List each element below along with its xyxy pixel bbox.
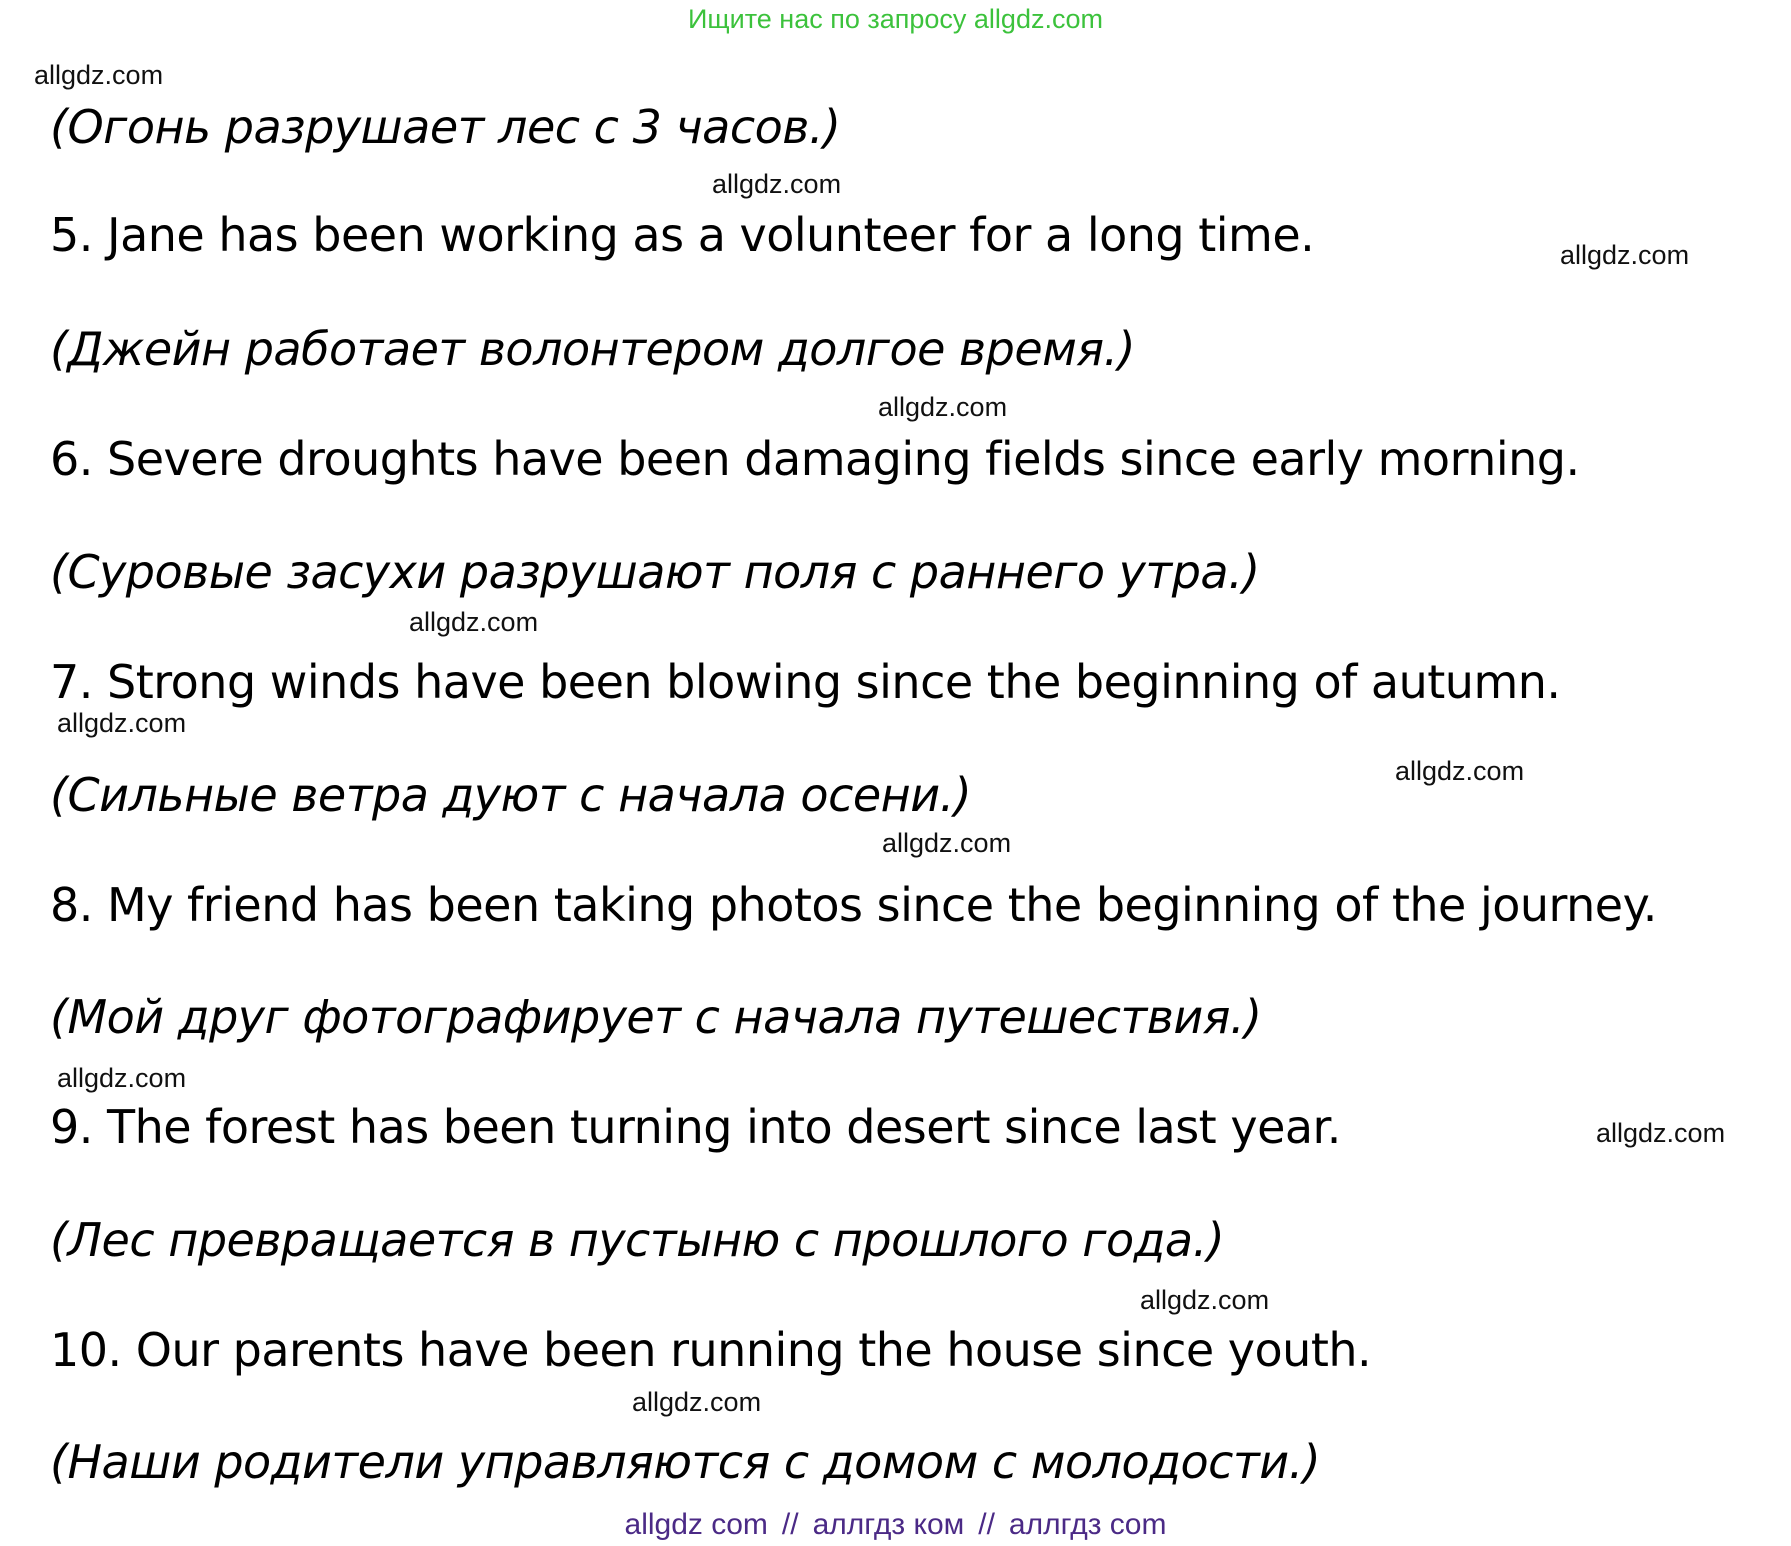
watermark: allgdz.com <box>57 708 187 738</box>
footer-links <box>0 1508 1791 1542</box>
footer-link[interactable]: аллгдз ком <box>812 1508 965 1541</box>
footer-separator: // <box>781 1508 799 1541</box>
watermark: allgdz.com <box>632 1387 762 1417</box>
translation-line: (Лес превращается в пустыню с прошлого года.) <box>50 1213 1225 1267</box>
watermark: allgdz.com <box>1596 1118 1726 1148</box>
watermark: allgdz.com <box>712 169 842 199</box>
sentence-line: 5. Jane has been working as a volunteer for a long time. <box>50 208 1315 262</box>
search-banner: Ищите нас по запросу allgdz.com <box>688 4 1103 34</box>
watermark: allgdz.com <box>57 1063 187 1093</box>
watermark: allgdz.com <box>882 828 1012 858</box>
translation-line: (Огонь разрушает лес с 3 часов.) <box>50 100 841 154</box>
translation-line: (Суровые засухи разрушают поля с раннего утра.) <box>50 545 1260 599</box>
watermark: allgdz.com <box>409 607 539 637</box>
sentence-line: 7. Strong winds have been blowing since the beginning of autumn. <box>50 655 1561 709</box>
watermark: allgdz.com <box>1395 756 1525 786</box>
translation-line: (Наши родители управляются с домом с молодости.) <box>50 1435 1321 1489</box>
translation-line: (Мой друг фотографирует с начала путешествия.) <box>50 990 1262 1044</box>
translation-line: (Сильные ветра дуют с начала осени.) <box>50 768 972 822</box>
watermark: allgdz.com <box>34 60 164 90</box>
watermark: allgdz.com <box>1140 1285 1270 1315</box>
watermark: allgdz.com <box>878 392 1008 422</box>
sentence-line: 10. Our parents have been running the house since youth. <box>50 1323 1372 1377</box>
footer-link[interactable]: allgdz com <box>624 1508 768 1541</box>
sentence-line: 6. Severe droughts have been damaging fields since early morning. <box>50 432 1580 486</box>
translation-line: (Джейн работает волонтером долгое время.) <box>50 322 1136 376</box>
sentence-line: 9. The forest has been turning into desert since last year. <box>50 1100 1341 1154</box>
watermark: allgdz.com <box>1560 240 1690 270</box>
footer-separator: // <box>978 1508 995 1541</box>
sentence-line: 8. My friend has been taking photos since the beginning of the journey. <box>50 878 1657 932</box>
footer-link[interactable]: аллгдз com <box>1008 1508 1167 1541</box>
